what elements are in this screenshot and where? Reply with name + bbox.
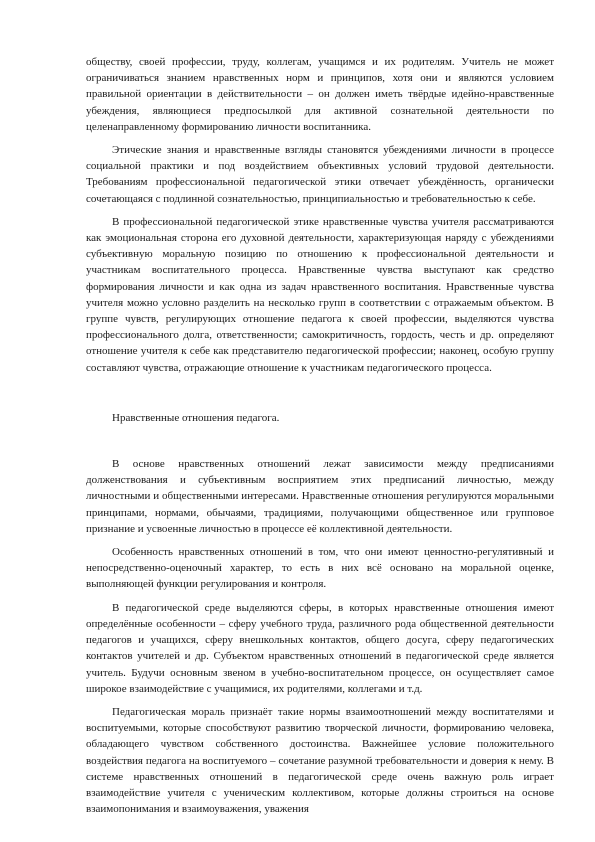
paragraph: В профессиональной педагогической этике нравственные чувства учителя рассматриваются как эмоциональная сторона его духовной деятельности, характеризующая наряду с убеждениями субъективную моральную позицию по отношению к профессиональной деятельности и участникам воспитательного процесса. Нравственные чувства выступают как средство формирования личности и как одна из задач нравственного воспитания. Нравственные чувства учителя можно условно разделить на несколько групп в соответствии с отражаемым объектом. В группе чувств, регулирующих отношение педагога к своей профессии, выделяются чувства профессионального долга, ответственности; самокритичность, гордость, честь и др. определяют отношение учителя к себе как представителю педагогической профессии; наконец, особую группу составляют чувства, отражающие отношение к участникам педагогического процесса.: [86, 215, 554, 374]
paragraph: Этические знания и нравственные взгляды становятся убеждениями личности в процессе социальной практики и под воздействием объективных условий трудовой деятельности. Требованиям профессиональной педагогической этики отвечает убеждённость, органически сочетающаяся с подлинной сознательностью, принципиальностью и требовательностью к себе.: [86, 144, 554, 205]
paragraph: В педагогической среде выделяются сферы, в которых нравственные отношения имеют определённые особенности – сферу учебного труда, различного рода общественной деятельности педагогов и учащихся, сферу внешкольных контактов, общего досуга, сферу педагогических контактов учителей и др. Субъектом нравственных отношений в педагогической среде является учитель. Будучи основным звеном в учебно-воспитательном процессе, он осуществляет самое широкое взаимодействие с учащимися, их родителями, коллегами и т.д.: [86, 601, 554, 695]
section-heading: Нравственные отношения педагога.: [112, 411, 280, 424]
document-body: [86, 54, 554, 824]
paragraph: обществу, своей профессии, труду, коллегам, учащимся и их родителям. Учитель не может ограничиваться знанием нравственных норм и принципов, хотя они и являются условием правильной ориентации в действительности – он должен иметь твёрдые идейно-нравственные убеждения, являющиеся предпосылкой для активной сознательной деятельности по целенаправленному формированию личности воспитанника.: [86, 56, 554, 133]
paragraph: В основе нравственных отношений лежат зависимости между предписаниями долженствования и субъективным восприятием этих предписаний личностью, между личностными и общественными интересами. Нравственные отношения регулируются моральными принципами, нормами, обычаями, традициями, получающими общественное или групповое признание и усвоенные личностью в процессе её коллективной деятельности.: [86, 458, 554, 535]
paragraph: Педагогическая мораль признаёт такие нормы взаимоотношений между воспитателями и воспитуемыми, которые способствуют развитию творческой личности, формированию человека, обладающего чувством собственного достоинства. Важнейшее условие положительного воздействия педагога на воспитуемого – сочетание разумной требовательности и доверия к нему. В системе нравственных отношений в педагогической среде очень важную роль играет взаимодействие учителя с ученическим коллективом, которые должны строиться на основе взаимопонимания и взаимоуважения, уважения: [86, 705, 554, 816]
paragraph: Особенность нравственных отношений в том, что они имеют ценностно-регулятивный и непосредственно-оценочный характер, то есть в них всё основано на моральной оценке, выполняющей функции регулирования и контроля.: [86, 546, 554, 591]
